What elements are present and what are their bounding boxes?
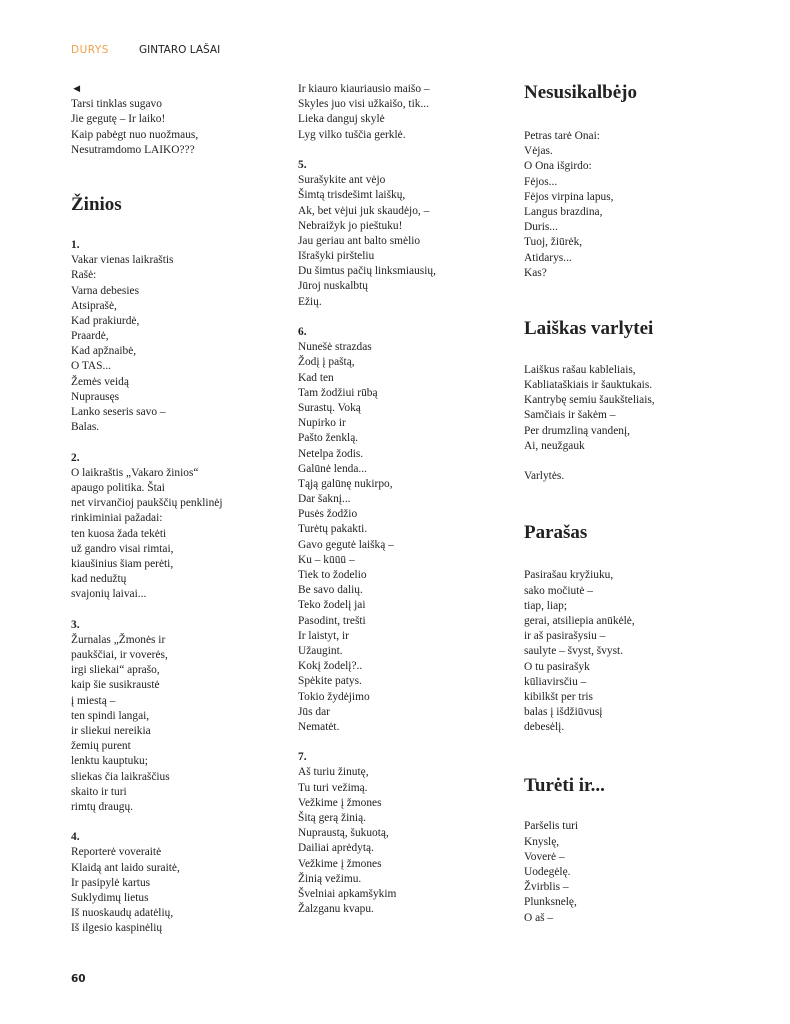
verse-line: Kokį žodelį?.. [298, 660, 363, 673]
verse-line: Be savo dalių. [298, 584, 363, 597]
verse-line: Kantrybę semiu šaukšteliais, [524, 394, 655, 407]
section-gap [524, 544, 754, 568]
stanza-break [524, 454, 754, 469]
verse-line: rinkiminiai pažadai: [71, 512, 163, 525]
verse-line: Vėjas. [524, 145, 553, 158]
verse-line: Šimtą trisdešimt laiškų, [298, 189, 406, 202]
verse-line: Šitą gerą žinią. [298, 812, 366, 824]
verse-line: Voverė – [524, 850, 565, 863]
verse-line: O TAS... [71, 360, 112, 373]
stanza-number: 7. [298, 751, 307, 764]
verse-line: Ežių. [298, 295, 322, 308]
verse-line: Kabliataškiais ir šauktukais. [524, 379, 653, 392]
verse-line: Varna debesies [71, 284, 139, 297]
verse-line: Nematėt. [298, 720, 340, 733]
verse-line: tiap, liap; [524, 599, 568, 612]
verse-line: Laiškus rašau kableliais, [524, 363, 636, 376]
poem-title: Nesusikalbėjo [524, 82, 637, 103]
verse-line: Fėjos... [524, 175, 558, 188]
verse-line: gerai, atsiliepia anūkėlė, [524, 614, 635, 627]
stanza-number: 5. [298, 158, 307, 171]
verse-line: Tam žodžiui rūbą [298, 386, 378, 399]
verse-line: Nebraižyk jo pieštuku! [298, 219, 403, 232]
verse-line: Vakar vienas laikraštis [71, 254, 174, 267]
stanza-break [71, 435, 276, 450]
verse-line: Tokio žydėjimo [298, 690, 370, 703]
verse-line: Praardė, [71, 330, 109, 343]
poem-title: Žinios [71, 193, 122, 215]
verse-line: Vežkime į žmones [298, 857, 382, 870]
verse-line: Knyslę, [524, 835, 560, 848]
verse-line: Atidarys... [524, 251, 572, 264]
verse-line: Vežkime į žmones [298, 796, 382, 809]
verse-line: Skyles juo visi užkaišo, tik... [298, 98, 429, 111]
verse-line: ten kuosa žada tekėti [71, 527, 167, 540]
stanza-number: 1. [71, 238, 80, 251]
verse-line: Nunešė strazdas [298, 341, 372, 354]
verse-line: Tu turi vežimą. [298, 781, 368, 794]
verse-line: Žurnalas „Žmonės ir [71, 633, 166, 646]
verse-line: Varlytės. [524, 470, 565, 483]
verse-line: Teko žodelį jai [298, 599, 366, 612]
verse-line: Pašto ženklą. [298, 432, 359, 445]
verse-line: Tiek to žodelio [298, 569, 367, 581]
verse-line: Kaip pabėgt nuo nuožmaus, [71, 128, 199, 141]
verse-line: Petras tarė Onai: [524, 130, 600, 142]
verse-line: Fėjos virpina lapus, [524, 190, 614, 203]
verse-line: O laikraštis „Vakaro žinios“ [71, 466, 199, 479]
section-gap [71, 216, 276, 238]
section-gap [524, 484, 754, 522]
stanza-break [298, 143, 503, 158]
verse-line: Žalzganu kvapu. [298, 903, 374, 916]
verse-line: balas į išdžiūvusį [524, 706, 603, 719]
section-title: GINTARO LAŠAI [138, 44, 221, 56]
verse-line: kibilkšt per tris [524, 690, 593, 703]
verse-line: skaito ir turi [71, 785, 127, 798]
verse-line: Užaugint. [298, 644, 343, 657]
poem-title: Parašas [524, 522, 588, 544]
verse-line: Kas? [524, 266, 547, 279]
verse-line: Žinią vežimu. [298, 872, 362, 885]
verse-line: Jūroj nuskalbtų [298, 280, 368, 293]
verse-line: Rašė: [71, 269, 97, 282]
verse-line: kiaušinius šiam perėti, [71, 557, 174, 570]
verse-line: Per drumzliną vandenį, [524, 424, 630, 437]
verse-line: Tuoj, žiūrėk, [524, 236, 583, 249]
stanza-break [71, 602, 276, 617]
verse-line: Ak, bet vėjui juk skaudėjo, – [298, 204, 430, 217]
verse-line: Turėtų pakakti. [298, 523, 368, 536]
stanza-number: 6. [298, 326, 307, 338]
verse-line: sliekas čia laikraščius [71, 770, 170, 783]
verse-line: Atsiprašė, [71, 299, 117, 312]
verse-line: Galūnė lenda... [298, 462, 367, 475]
verse-line: ir aš pasirašysiu – [524, 630, 606, 643]
verse-line: Iš nuoskaudų adatėlių, [71, 907, 174, 920]
verse-line: svajonių laivai... [71, 588, 147, 601]
text-column-1 [71, 82, 276, 937]
verse-line: paukščiai, ir voverės, [71, 649, 168, 661]
verse-line: Gavo gegutė laišką – [298, 538, 394, 551]
verse-line: Langus brazdina, [524, 205, 603, 218]
section-gap [524, 104, 754, 129]
verse-line: Jau geriau ant balto smėlio [298, 234, 421, 247]
verse-line: Tąją galūnę nukirpo, [298, 477, 393, 490]
verse-line: O aš – [524, 911, 554, 924]
running-header [71, 40, 220, 54]
verse-line: kad nedužtų [71, 573, 127, 586]
verse-line: Paršelis turi [524, 820, 579, 833]
stanza-number: 4. [71, 831, 80, 844]
verse-line: rimtų draugų. [71, 800, 134, 813]
verse-line: Ku – kūūū – [298, 553, 355, 566]
section-gap [524, 797, 754, 819]
verse-line: žemių purent [71, 740, 131, 753]
verse-line: Pasirašau kryžiuku, [524, 569, 614, 582]
verse-line: Duris... [524, 221, 558, 234]
verse-line: ten spindi langai, [71, 709, 150, 722]
verse-line: Lyg vilko tuščia gerklė. [298, 128, 406, 141]
verse-line: Aš turiu žinutę, [298, 766, 369, 779]
verse-line: O tu pasirašyk [524, 660, 590, 673]
verse-line: Pasodint, trešti [298, 614, 366, 627]
verse-line: Du šimtus pačių linksmiausių, [298, 265, 436, 278]
verse-line: kūliavirsčiu – [524, 675, 587, 688]
text-column-2 [298, 82, 503, 917]
verse-line: Surastų. Voką [298, 401, 361, 414]
verse-line: Išrašyki piršteliu [298, 250, 375, 263]
section-gap [524, 281, 754, 318]
verse-line: Nuprausęs [71, 390, 120, 403]
verse-line: į miestą – [71, 694, 116, 707]
verse-line: Spėkite patys. [298, 675, 362, 688]
verse-line: už gandro visai rimtai, [71, 542, 174, 555]
verse-line: Kad ten [298, 371, 334, 384]
verse-line: Lieka danguj skylė [298, 113, 385, 126]
poem-title: Turėti ir... [524, 775, 605, 797]
magazine-brand: DURYS [71, 44, 109, 56]
verse-line: Nesutramdomo LAIKO??? [71, 143, 195, 156]
verse-line: Jūs dar [298, 705, 330, 718]
verse-line: irgi sliekai“ aprašo, [71, 664, 160, 677]
verse-line: Kad prakiurdė, [71, 314, 140, 327]
verse-line: ◄ [71, 83, 83, 95]
verse-line: Žvirblis – [524, 881, 569, 894]
section-gap [71, 158, 276, 194]
verse-line: Samčiais ir šakėm – [524, 409, 616, 422]
verse-line: kaip šie susikraustė [71, 679, 160, 692]
verse-line: Lanko seseris savo – [71, 406, 166, 418]
verse-line: Klaidą ant laido suraitė, [71, 861, 180, 874]
verse-line: Kad apžnaibė, [71, 345, 137, 358]
verse-line: Ai, neužgauk [524, 439, 585, 452]
verse-line: Dar šaknį... [298, 493, 351, 506]
verse-line: Netelpa žodis. [298, 447, 364, 460]
verse-line: lenktu kauptuku; [71, 755, 148, 768]
verse-line: saulyte – švyst, švyst. [524, 645, 624, 658]
poem-title: Laiškas varlytei [524, 317, 654, 339]
verse-line: Nupirko ir [298, 417, 346, 430]
section-gap [524, 340, 754, 363]
verse-line: Suklydimų lietus [71, 892, 149, 904]
verse-line: Ir pasipylė kartus [71, 876, 151, 889]
verse-line: Uodegėlę. [524, 866, 571, 878]
verse-line: apaugo politika. Štai [71, 481, 165, 494]
stanza-break [298, 310, 503, 325]
verse-line: Žemės veidą [71, 375, 129, 388]
stanza-number: 2. [71, 451, 80, 464]
verse-line: Tarsi tinklas sugavo [71, 98, 162, 111]
verse-line: Žodį į paštą, [298, 356, 355, 369]
verse-line: Nupraustą, šukuotą, [298, 827, 389, 840]
stanza-break [298, 735, 503, 750]
verse-line: Ir laistyt, ir [298, 629, 349, 642]
verse-line: debesėlį. [524, 721, 565, 734]
page-number: 60 [71, 973, 86, 985]
stanza-break [71, 815, 276, 830]
verse-line: Balas. [71, 421, 100, 434]
verse-line: Iš ilgesio kaspinėlių [71, 922, 163, 935]
verse-line: net virvančioj paukščių penklinėj [71, 497, 223, 510]
verse-line: Plunksnelę, [524, 896, 577, 909]
verse-line: Surašykite ant vėjo [298, 174, 386, 187]
verse-line: Pusės žodžio [298, 508, 358, 521]
section-gap [524, 735, 754, 775]
verse-line: O Ona išgirdo: [524, 160, 592, 173]
verse-line: Ir kiauro kiauriausio maišo – [298, 83, 430, 95]
verse-line: Reporterė voveraitė [71, 846, 162, 859]
verse-line: Dailiai aprėdytą. [298, 842, 374, 855]
verse-line: ir sliekui nereikia [71, 724, 151, 737]
stanza-number: 3. [71, 618, 80, 631]
verse-line: Švelniai apkamšykim [298, 887, 397, 900]
verse-line: Jie gegutę – Ir laiko! [71, 113, 166, 126]
verse-line: sako močiutė – [524, 584, 593, 597]
text-column-3 [524, 82, 754, 926]
